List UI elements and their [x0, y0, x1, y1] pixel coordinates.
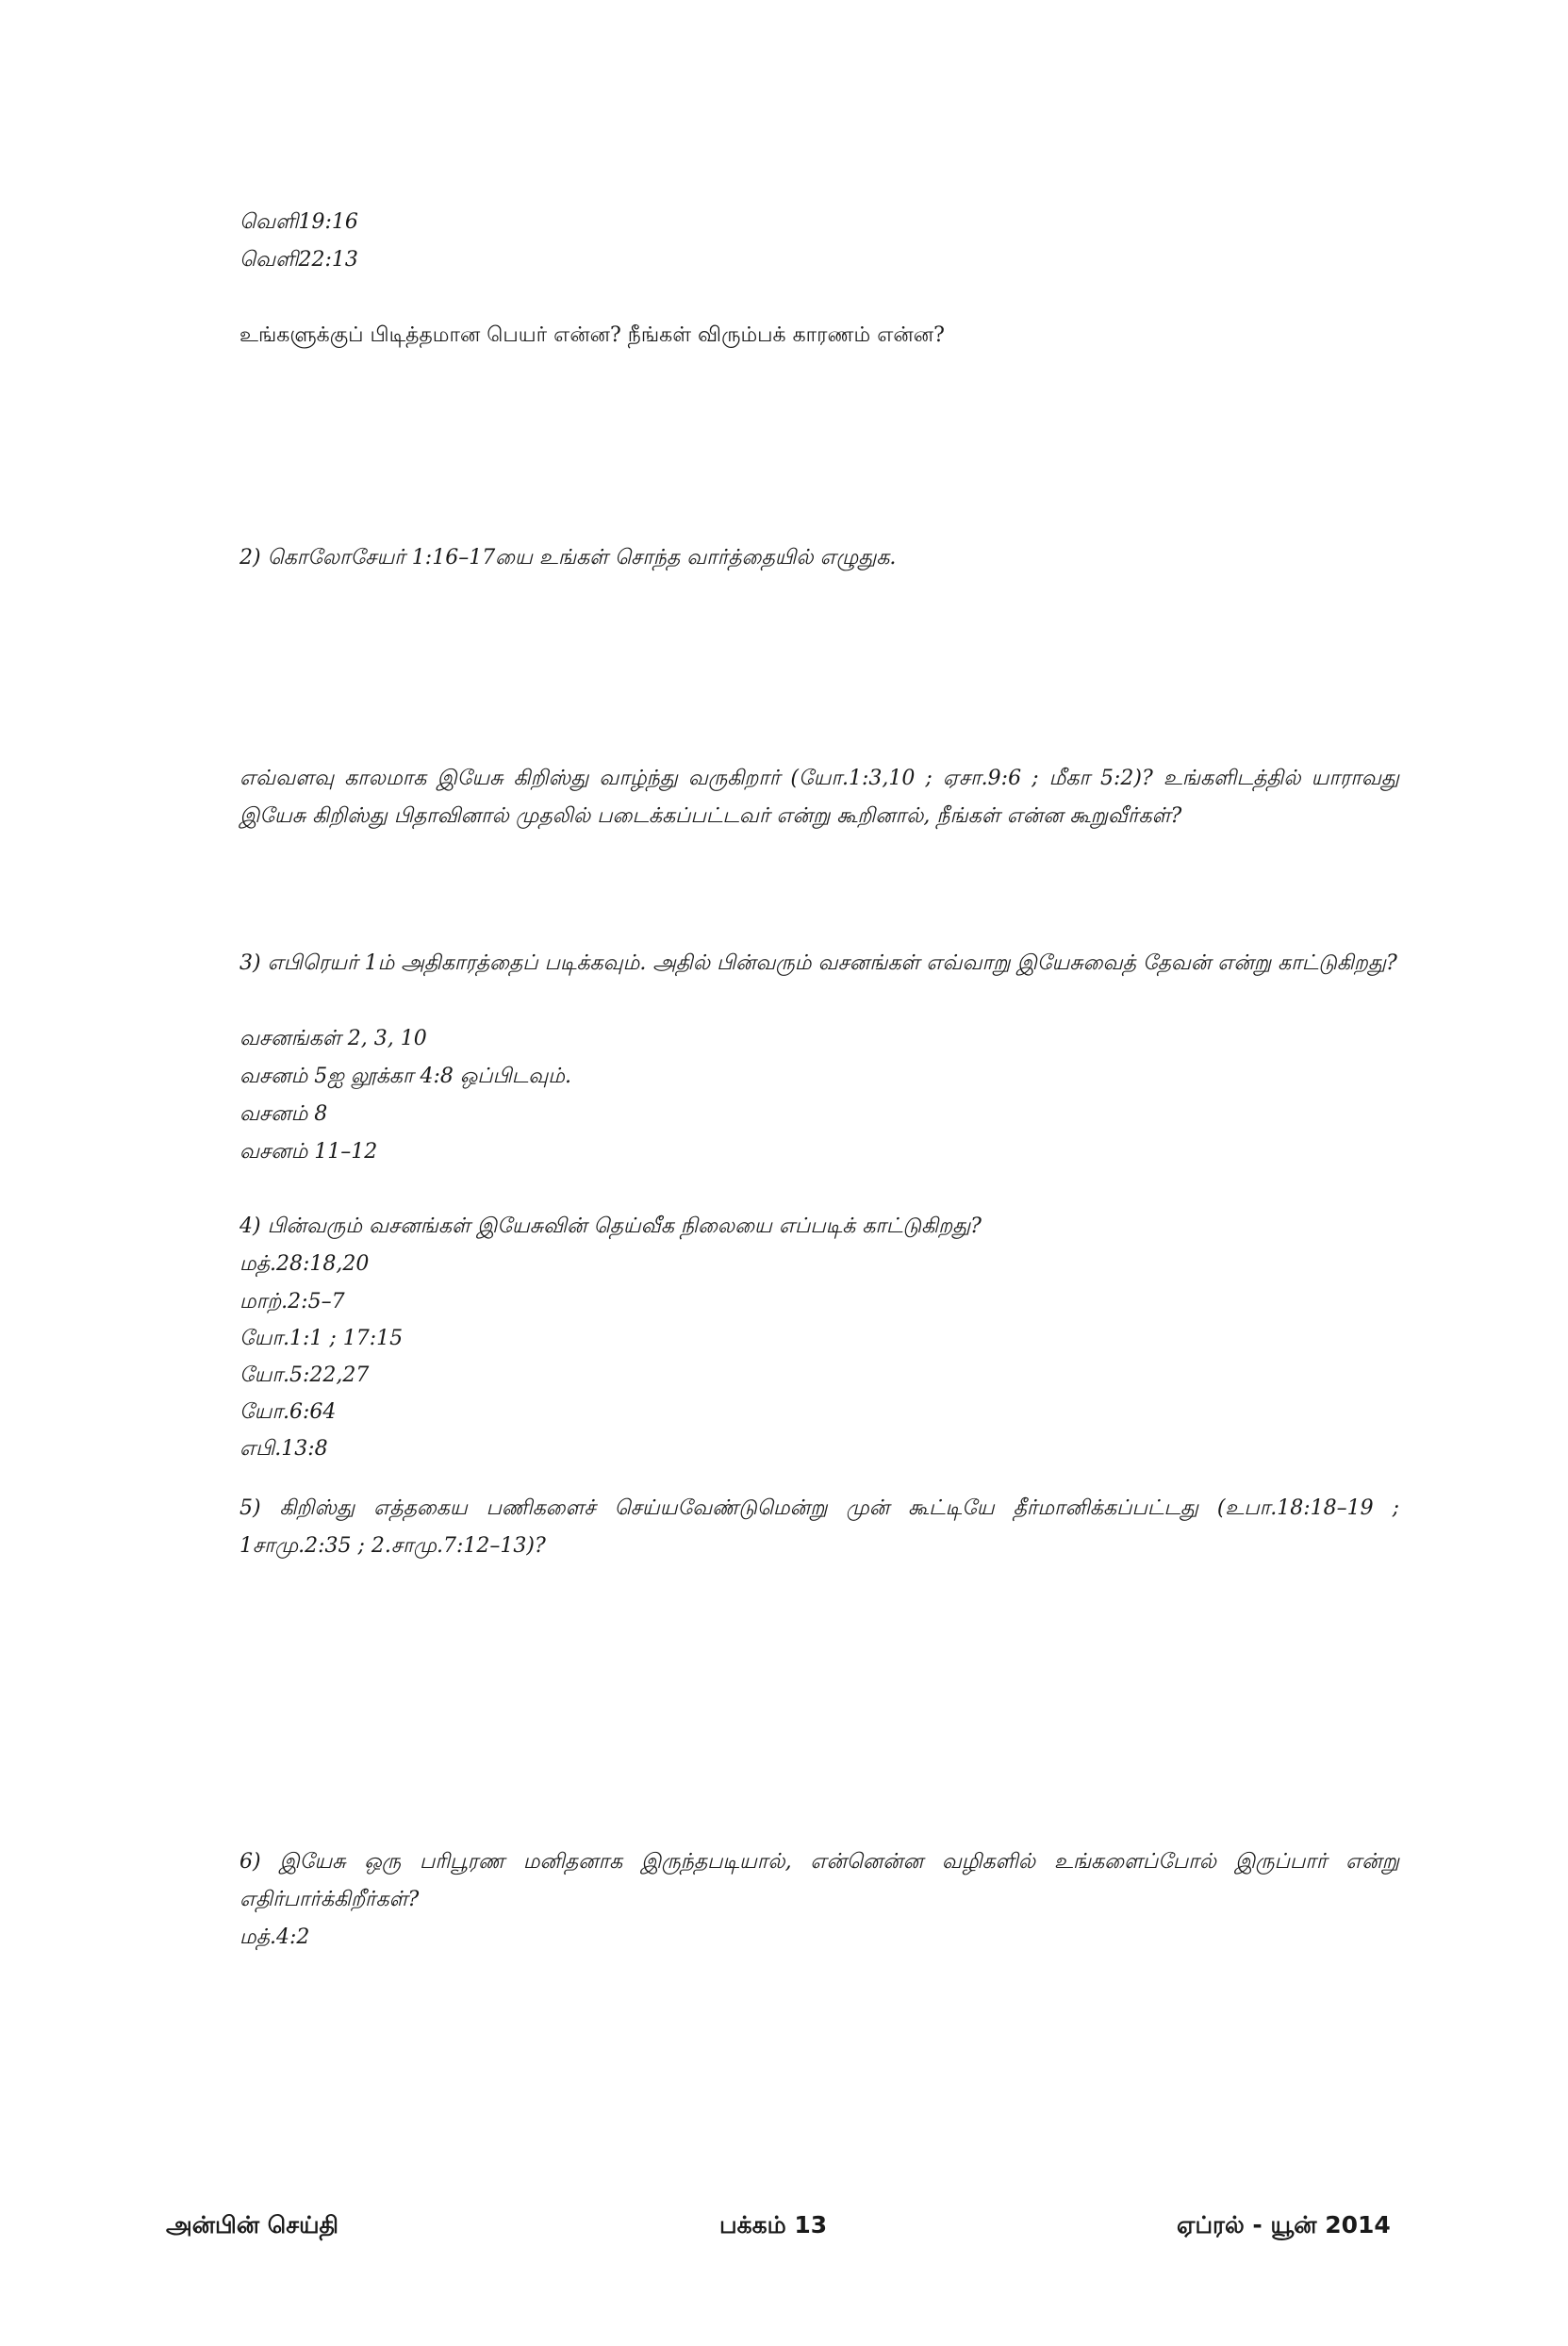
footer-page-number: பக்கம் 13: [719, 2211, 828, 2239]
verse-item: வசனம் 11–12: [239, 1140, 378, 1164]
question-favorite-name: உங்களுக்குப் பிடித்தமான பெயர் என்ன? நீங்கள் விரும்பக் காரணம் என்ன?: [239, 323, 945, 347]
verse-item: வசனங்கள் 2, 3, 10: [239, 1027, 427, 1050]
reference-line: வெளி22:13: [239, 248, 358, 272]
question-2: 2) கொலோசேயர் 1:16–17யை உங்கள் சொந்த வார்த்தையில் எழுதுக.: [239, 546, 897, 570]
footer-date: ஏப்ரல் - யூன் 2014: [1177, 2211, 1391, 2239]
question-4: 4) பின்வரும் வசனங்கள் இயேசுவின் தெய்வீக நிலையை எப்படிக் காட்டுகிறது?: [239, 1214, 982, 1238]
verse-item: மாற்.2:5–7: [239, 1290, 345, 1313]
verse-item: எபி.13:8: [239, 1437, 328, 1461]
verse-item: மத்.28:18,20: [239, 1252, 370, 1276]
verse-item: மத்.4:2: [239, 1925, 310, 1949]
question-duration: எவ்வளவு காலமாக இயேசு கிறிஸ்து வாழ்ந்து வருகிறார் (யோ.1:3,10 ; ஏசா.9:6 ; மீகா 5:2)? உங்களிடத்தில் யாராவது இயேசு கிறிஸ்து பிதாவினால் முதலில் படைக்கப்பட்டவர் என்று கூறினால், நீங்கள் என்ன கூறுவீர்கள்?: [239, 767, 1399, 828]
verse-item: யோ.1:1 ; 17:15: [239, 1327, 404, 1350]
verse-item: வசனம் 5ஐ லூக்கா 4:8 ஒப்பிடவும்.: [239, 1065, 571, 1088]
reference-line: வெளி19:16: [239, 210, 358, 234]
question-3: 3) எபிரெயர் 1ம் அதிகாரத்தைப் படிக்கவும். அதில் பின்வரும் வசனங்கள் எவ்வாறு இயேசுவைத் தேவன் என்று காட்டுகிறது?: [239, 951, 1397, 975]
footer-title: அன்பின் செய்தி: [166, 2211, 338, 2239]
verse-item: யோ.6:64: [239, 1400, 337, 1424]
verse-item: வசனம் 8: [239, 1102, 328, 1126]
verse-item: யோ.5:22,27: [239, 1363, 370, 1387]
question-6: 6) இயேசு ஒரு பரிபூரண மனிதனாக இருந்தபடியால், என்னென்ன வழிகளில் உங்களைப்போல் இருப்பார் என்று எதிர்பார்க்கிறீர்கள்?: [239, 1850, 1399, 1911]
question-5: 5) கிறிஸ்து எத்தகைய பணிகளைச் செய்யவேண்டுமென்று முன் கூட்டியே தீர்மானிக்கப்பட்டது (உபா.18:18–19 ; 1சாமு.2:35 ; 2.சாமு.7:12–13)?: [239, 1496, 1399, 1558]
